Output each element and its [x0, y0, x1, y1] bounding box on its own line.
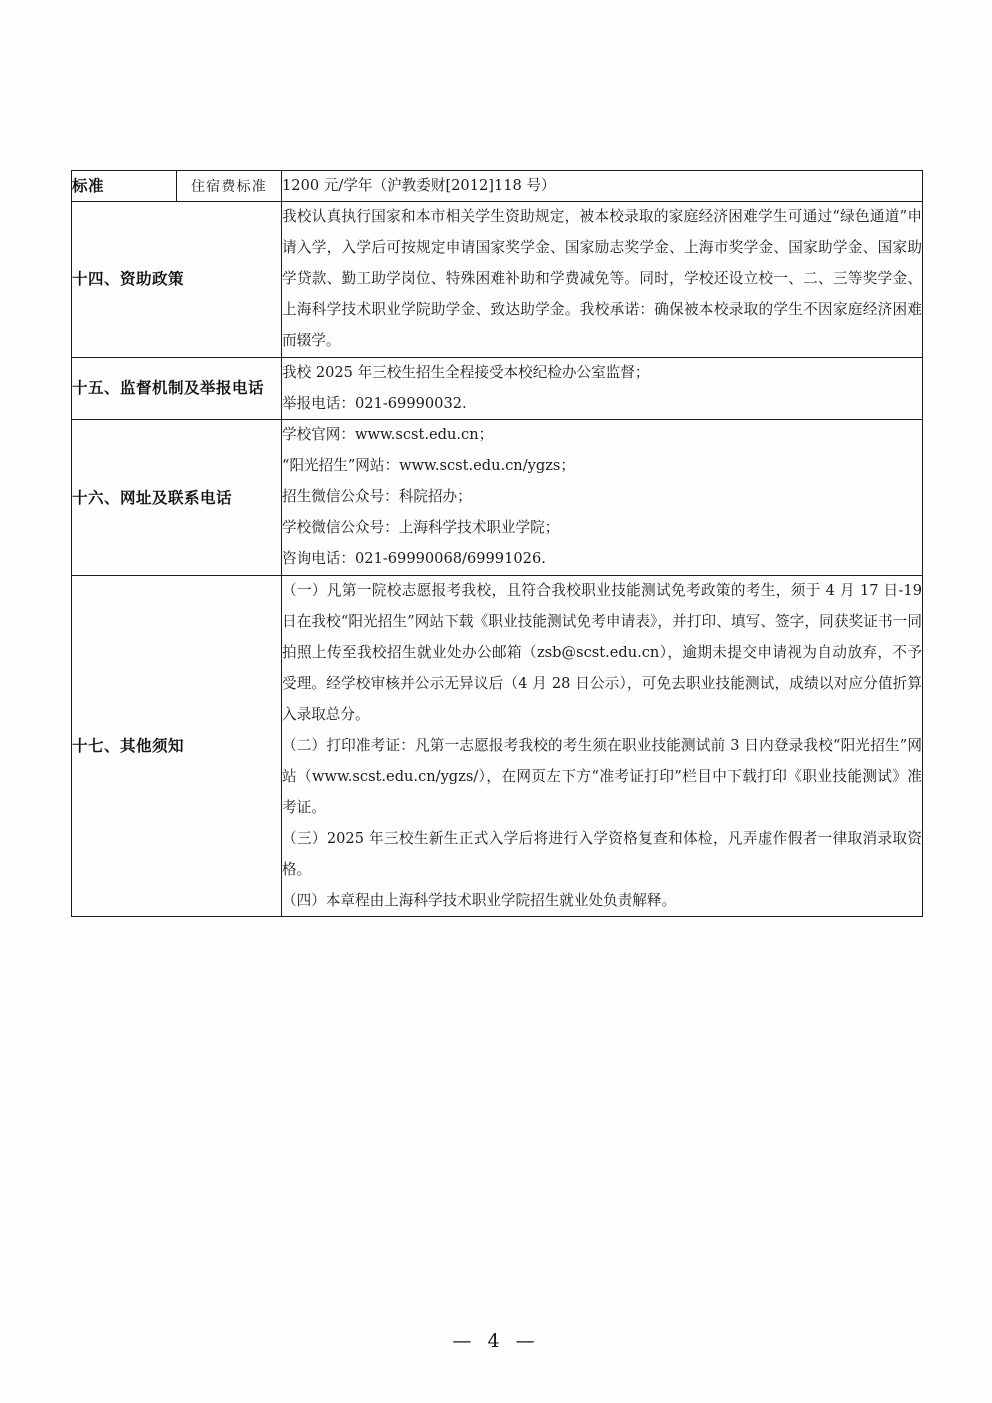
row-label-supervision: 十五、监督机制及举报电话 [72, 357, 282, 420]
row-sublabel-accommodation-fee: 住宿费标准 [177, 171, 282, 202]
paragraph-notice-two: （二）打印准考证：凡第一志愿报考我校的考生须在职业技能测试前 3 日内登录我校“阳光招生”网站（www.scst.edu.cn/ygzs/），在网页左下方“准考证打印”栏目中下载打印《职业技能测试》准考证。 [282, 736, 922, 816]
paragraph-notice-one: （一）凡第一院校志愿报考我校，且符合我校职业技能测试免考政策的考生，须于 4 月 17 日-19 日在我校“阳光招生”网站下载《职业技能测试免考申请表》，并打印、填写、签字，同获奖证书一同拍照上传至我校招生就业处办公邮箱（zsb@scst.edu.cn），逾期未提交申请视为自动放弃，不予受理。经学校审核并公示无异议后（4 月 28 日公示），可免去职业技能测试，成绩以对应分值折算入录取总分。 [282, 582, 922, 723]
paragraph-supervision-statement: 我校 2025 年三校生招生全程接受本校纪检办公室监督； [282, 363, 650, 381]
row-content-financial-aid-policy [282, 201, 923, 357]
table-row-website-contact [72, 420, 923, 576]
page-footer [0, 1330, 992, 1352]
row-label-fee-standard: 标准 [72, 171, 177, 202]
page-number-display: — 4 — [452, 1330, 540, 1352]
paragraph-report-phone: 举报电话：021-69990032. [282, 394, 467, 412]
paragraph-school-wechat: 学校微信公众号：上海科学技术职业学院； [282, 519, 560, 537]
table-row-supervision [72, 357, 923, 420]
table-row-other-notices [72, 576, 923, 917]
table-row-financial-aid-policy [72, 201, 923, 357]
paragraph-financial-aid: 我校认真执行国家和本市相关学生资助规定，被本校录取的家庭经济困难学生可通过“绿色通道”申请入学，入学后可按规定申请国家奖学金、国家励志奖学金、上海市奖学金、国家助学金、国家助学贷款、勤工助学岗位、特殊困难补助和学费减免等。同时，学校还设立校一、二、三等奖学金、上海科学技术职业学院助学金、致达助学金。我校承诺：确保被本校录取的学生不因家庭经济困难而辍学。 [282, 207, 922, 349]
paragraph-sunshine-admission-site: “阳光招生”网站：www.scst.edu.cn/ygzs； [282, 457, 575, 475]
row-label-website-contact: 十六、网址及联系电话 [72, 420, 282, 576]
paragraph-notice-three: （三）2025 年三校生新生正式入学后将进行入学资格复查和体检，凡弄虚作假者一律取消录取资格。 [282, 829, 922, 878]
row-label-other-notices: 十七、其他须知 [72, 576, 282, 917]
paragraph-notice-four: （四）本章程由上海科学技术职业学院招生就业处负责解释。 [282, 891, 677, 909]
row-content-website-contact [282, 420, 923, 576]
row-value-accommodation-fee: 1200 元/学年（沪教委财[2012]118 号） [282, 171, 923, 202]
paragraph-consultation-phone: 咨询电话：021-69990068/69991026. [282, 550, 546, 568]
paragraph-admission-wechat: 招生微信公众号：科院招办； [282, 488, 472, 506]
paragraph-official-website: 学校官网：www.scst.edu.cn； [282, 426, 494, 444]
row-content-other-notices [282, 576, 923, 917]
row-label-financial-aid-policy: 十四、资助政策 [72, 201, 282, 357]
row-content-supervision [282, 357, 923, 420]
admission-regulation-table [71, 170, 923, 917]
table-row-fee-standard [72, 171, 923, 202]
